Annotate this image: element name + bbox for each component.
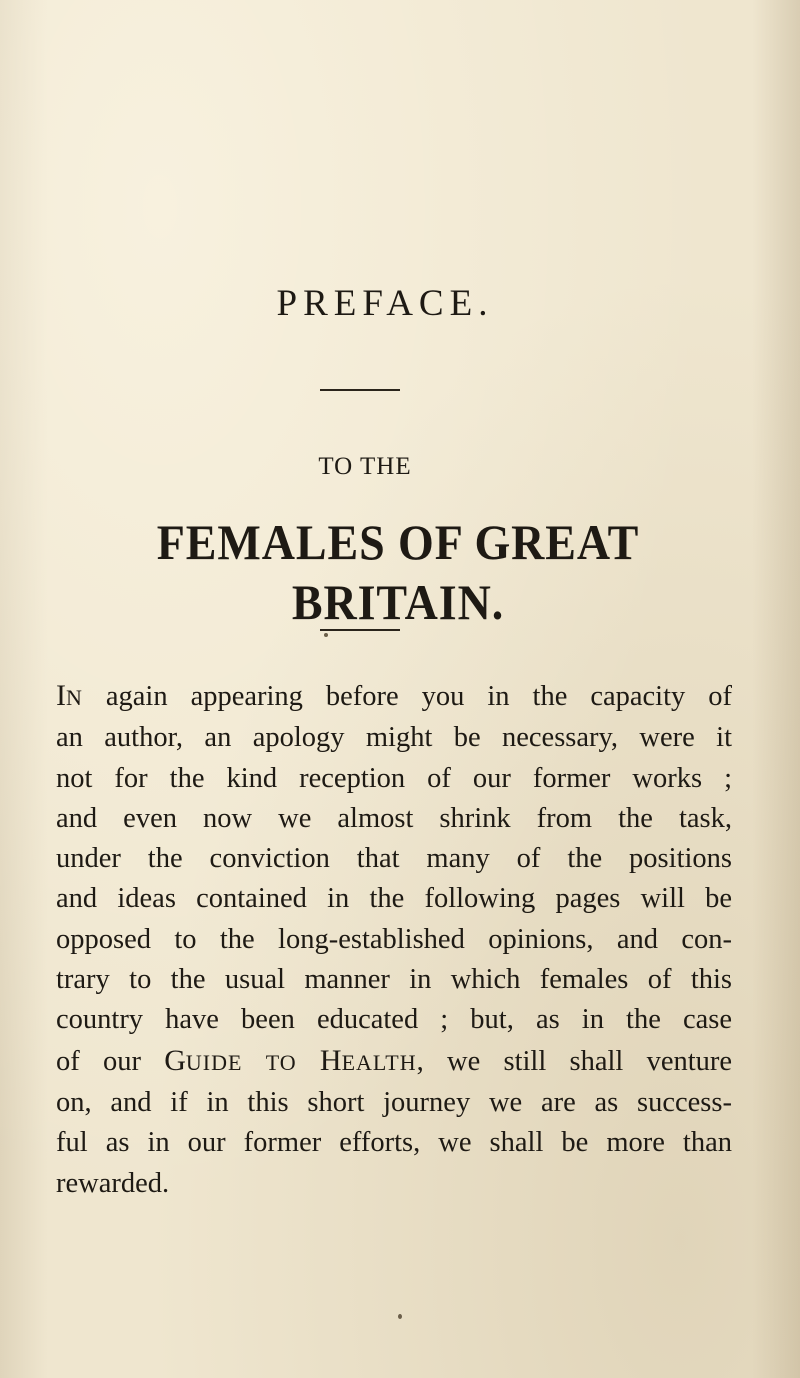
paragraph-line: an author, an apology might be necessary, were it — [56, 722, 732, 754]
paragraph-line: trary to the usual manner in which females of this — [56, 964, 732, 996]
small-caps-text: TO — [265, 1049, 297, 1075]
dedication-title: FEMALES OF GREAT BRITAIN. — [156, 514, 640, 630]
paper-speck — [398, 1314, 402, 1319]
line-text: , we still shall venture — [416, 1045, 733, 1077]
preface-heading: PREFACE. — [276, 283, 494, 324]
paragraph-line — [56, 1041, 732, 1083]
paragraph-line: opposed to the long-established opinions, and con- — [56, 923, 732, 955]
paragraph-line: under the conviction that many of the positions — [56, 843, 732, 875]
paragraph-line: on, and if in this short journey we are as success- — [56, 1086, 732, 1118]
drop-initial: I — [56, 679, 66, 712]
line-text: again appearing before you in the capacity of — [82, 681, 732, 712]
word-space — [242, 1046, 265, 1077]
word-space — [297, 1046, 320, 1077]
small-caps-text: UIDE — [185, 1049, 243, 1075]
paragraph-line: ful as in our former efforts, we shall be more than — [56, 1127, 732, 1159]
small-caps-text: N — [66, 685, 83, 710]
small-caps-initial: G — [164, 1043, 186, 1077]
paragraph-line: rewarded. — [56, 1167, 170, 1199]
small-caps-text: EALTH — [341, 1049, 417, 1075]
paragraph-line: and ideas contained in the following pages will be — [56, 883, 732, 915]
line-text: of our — [56, 1045, 165, 1077]
divider-rule-top — [320, 389, 400, 391]
paragraph-line — [56, 676, 732, 718]
divider-rule-bottom — [320, 629, 400, 631]
preface-paragraph — [56, 676, 732, 1204]
small-caps-initial: H — [319, 1043, 342, 1077]
paragraph-line: country have been educated ; but, as in the case — [56, 1004, 732, 1036]
dedication-prefix: TO THE — [318, 453, 412, 480]
paragraph-line: and even now we almost shrink from the task, — [56, 802, 732, 834]
paragraph-line: not for the kind reception of our former works ; — [56, 762, 732, 794]
paper-speck — [324, 633, 328, 637]
